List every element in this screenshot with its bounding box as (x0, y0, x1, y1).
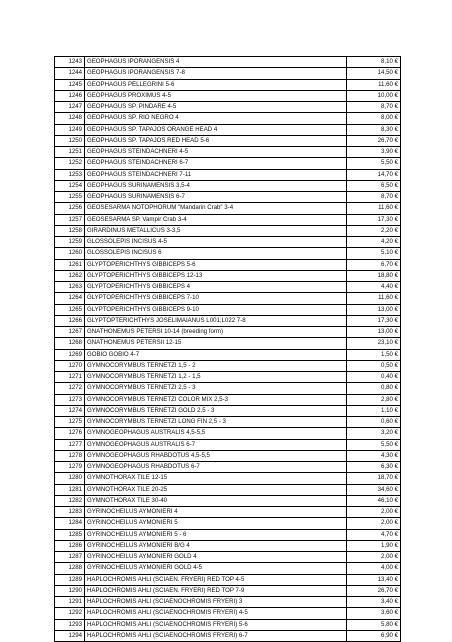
item-number-cell: 1267 (55, 327, 85, 338)
item-name-cell: GYRINOCHEILUS AYMONIERI GOLD 4 (85, 552, 347, 563)
item-price-cell: 2,00 € (347, 552, 401, 563)
item-price-cell: 8,30 € (347, 124, 401, 135)
item-name-cell: HAPLOCHROMIS AHLI (SCIAEN. FRYERI) RED TOP 4-5 (85, 574, 347, 585)
table-row (55, 462, 401, 473)
table-row (55, 574, 401, 585)
item-number-cell: 1263 (55, 282, 85, 293)
item-name-cell: GYMNOGEOPHAGUS RHABDOTUS 6-7 (85, 462, 347, 473)
item-price-cell: 13,40 € (347, 574, 401, 585)
table-row (55, 450, 401, 461)
item-name-cell: GYRINOCHEILUS AYMONIERI 5 (85, 518, 347, 529)
item-name-cell: GYMNOGEOPHAGUS AUSTRALIS 6-7 (85, 439, 347, 450)
item-number-cell: 1255 (55, 192, 85, 203)
item-name-cell: HAPLOCHROMIS AHLI (SCIAENOCHROMIS FRYERI) 4-5 (85, 608, 347, 619)
item-name-cell: GYRINOCHEILUS AYMONIERI 5 - 6 (85, 529, 347, 540)
item-price-cell: 13,00 € (347, 304, 401, 315)
item-name-cell: GIRARDINUS METALLICUS 3-3,5 (85, 225, 347, 236)
item-number-cell: 1264 (55, 293, 85, 304)
item-name-cell: GYMNOCORYMBUS TERNETZI 2,5 - 3 (85, 383, 347, 394)
item-name-cell: GEOPHAGUS PELLEGRINI 5-6 (85, 79, 347, 90)
item-name-cell: GEOPHAGUS SP. RIO NEGRO 4 (85, 113, 347, 124)
item-name-cell: GYMNOGEOPHAGUS AUSTRALIS 4,5-5,5 (85, 428, 347, 439)
table-row (55, 135, 401, 146)
item-price-cell: 10,00 € (347, 90, 401, 101)
item-price-cell: 4,00 € (347, 563, 401, 574)
table-row (55, 158, 401, 169)
item-name-cell: GEOSESARMA SP. Vampir Crab 3-4 (85, 214, 347, 225)
table-row (55, 529, 401, 540)
table-row (55, 259, 401, 270)
item-name-cell: GLYPTOPERICHTHYS GIBBICEPS 9-10 (85, 304, 347, 315)
table-row (55, 124, 401, 135)
item-price-cell: 11,60 € (347, 293, 401, 304)
item-number-cell: 1257 (55, 214, 85, 225)
item-number-cell: 1287 (55, 552, 85, 563)
table-row (55, 147, 401, 158)
item-number-cell: 1291 (55, 597, 85, 608)
item-price-cell: 18,70 € (347, 473, 401, 484)
table-row (55, 619, 401, 630)
item-price-cell: 2,00 € (347, 507, 401, 518)
item-name-cell: GOBIO GOBIO 4-7 (85, 349, 347, 360)
table-row (55, 585, 401, 596)
table-row (55, 428, 401, 439)
table-row (55, 270, 401, 281)
table-row (55, 327, 401, 338)
item-price-cell: 4,30 € (347, 450, 401, 461)
item-name-cell: GYMNOTHORAX TILE 30-40 (85, 495, 347, 506)
item-price-cell: 13,00 € (347, 327, 401, 338)
item-name-cell: GLYPTOPERICHTHYS GIBBICEPS 5-6 (85, 259, 347, 270)
table-row (55, 180, 401, 191)
item-number-cell: 1278 (55, 450, 85, 461)
item-number-cell: 1256 (55, 203, 85, 214)
item-price-cell: 5,50 € (347, 158, 401, 169)
item-price-cell: 2,00 € (347, 518, 401, 529)
table-row (55, 473, 401, 484)
table-row (55, 417, 401, 428)
table-row (55, 338, 401, 349)
item-name-cell: GYMNOCORYMBUS TERNETZI LONG FIN 2,5 - 3 (85, 417, 347, 428)
item-number-cell: 1243 (55, 57, 85, 68)
item-name-cell: GLYPTOPERICHTHYS GIBBICEPS 12-13 (85, 270, 347, 281)
item-price-cell: 1,50 € (347, 349, 401, 360)
item-number-cell: 1245 (55, 79, 85, 90)
item-name-cell: GEOPHAGUS IPORANGENSIS 7-8 (85, 68, 347, 79)
item-number-cell: 1248 (55, 113, 85, 124)
table-row (55, 484, 401, 495)
item-name-cell: HAPLOCHROMIS AHLI (SCIAENOCHROMIS FRYERI) 6-7 (85, 630, 347, 641)
item-name-cell: GEOSESARMA NOTOPHORUM "Mandarin Crab" 3-4 (85, 203, 347, 214)
table-row (55, 293, 401, 304)
item-number-cell: 1244 (55, 68, 85, 79)
item-name-cell: GEOPHAGUS STEINDACHNERI 7-11 (85, 169, 347, 180)
item-number-cell: 1247 (55, 102, 85, 113)
item-price-cell: 3,20 € (347, 428, 401, 439)
item-price-cell: 46,10 € (347, 495, 401, 506)
item-number-cell: 1260 (55, 248, 85, 259)
item-number-cell: 1272 (55, 383, 85, 394)
item-price-cell: 3,40 € (347, 597, 401, 608)
item-price-cell: 17,30 € (347, 315, 401, 326)
item-price-cell: 6,90 € (347, 630, 401, 641)
item-price-cell: 1,90 € (347, 540, 401, 551)
item-price-cell: 8,10 € (347, 57, 401, 68)
item-number-cell: 1271 (55, 372, 85, 383)
table-row (55, 282, 401, 293)
table-row (55, 57, 401, 68)
item-number-cell: 1279 (55, 462, 85, 473)
item-number-cell: 1268 (55, 338, 85, 349)
item-number-cell: 1274 (55, 405, 85, 416)
item-name-cell: GYMNOCORYMBUS TERNETZI 1,2 - 1,5 (85, 372, 347, 383)
item-name-cell: GLOSSOLEPIS INCISUS 6 (85, 248, 347, 259)
table-row (55, 237, 401, 248)
item-number-cell: 1269 (55, 349, 85, 360)
price-list-body (55, 57, 401, 642)
item-price-cell: 11,60 € (347, 79, 401, 90)
table-row (55, 597, 401, 608)
item-name-cell: HAPLOCHROMIS AHLI (SCIAENOCHROMIS FRYERI) 3 (85, 597, 347, 608)
item-name-cell: GLOSSOLEPIS INCISUS 4-5 (85, 237, 347, 248)
item-name-cell: GEOPHAGUS STEINDACHNERI 4-5 (85, 147, 347, 158)
item-name-cell: GYRINOCHEILUS AYMONIERI 4 (85, 507, 347, 518)
item-price-cell: 17,30 € (347, 214, 401, 225)
item-name-cell: GYRINOCHEILUS AYMONIERI GOLD 4-5 (85, 563, 347, 574)
table-row (55, 304, 401, 315)
item-price-cell: 5,10 € (347, 248, 401, 259)
item-name-cell: GYMNOCORYMBUS TERNETZI GOLD 2,5 - 3 (85, 405, 347, 416)
item-name-cell: GEOPHAGUS SP. TAPAJOS ORANGE HEAD 4 (85, 124, 347, 135)
table-row (55, 102, 401, 113)
item-number-cell: 1285 (55, 529, 85, 540)
item-price-cell: 6,30 € (347, 462, 401, 473)
item-price-cell: 34,60 € (347, 484, 401, 495)
item-number-cell: 1277 (55, 439, 85, 450)
item-number-cell: 1282 (55, 495, 85, 506)
item-name-cell: GLYPTOPERICHTHYS GIBBICEPS 4 (85, 282, 347, 293)
table-row (55, 405, 401, 416)
item-name-cell: GYMNOTHORAX TILE 12-15 (85, 473, 347, 484)
item-number-cell: 1270 (55, 360, 85, 371)
item-price-cell: 14,70 € (347, 169, 401, 180)
item-price-cell: 2,80 € (347, 394, 401, 405)
table-row (55, 439, 401, 450)
table-row (55, 79, 401, 90)
table-row (55, 169, 401, 180)
item-number-cell: 1292 (55, 608, 85, 619)
table-row (55, 349, 401, 360)
table-row (55, 552, 401, 563)
item-price-cell: 0,50 € (347, 360, 401, 371)
item-number-cell: 1288 (55, 563, 85, 574)
price-list-table (54, 56, 401, 642)
item-name-cell: GEOPHAGUS SURINAMENSIS 6-7 (85, 192, 347, 203)
item-name-cell: GEOPHAGUS SP. PINDARE 4-5 (85, 102, 347, 113)
item-number-cell: 1258 (55, 225, 85, 236)
item-number-cell: 1290 (55, 585, 85, 596)
table-row (55, 540, 401, 551)
item-name-cell: GNATHONEMUS PETERSI 10-14 (breeding form) (85, 327, 347, 338)
item-number-cell: 1281 (55, 484, 85, 495)
item-number-cell: 1254 (55, 180, 85, 191)
item-price-cell: 3,90 € (347, 147, 401, 158)
item-name-cell: GNATHONEMUS PETERSII 12-15 (85, 338, 347, 349)
item-price-cell: 18,80 € (347, 270, 401, 281)
item-number-cell: 1284 (55, 518, 85, 529)
item-price-cell: 0,40 € (347, 372, 401, 383)
item-price-cell: 8,00 € (347, 113, 401, 124)
item-number-cell: 1276 (55, 428, 85, 439)
table-row (55, 113, 401, 124)
item-name-cell: HAPLOCHROMIS AHLI (SCIAEN. FRYERI) RED TOP 7-9 (85, 585, 347, 596)
item-number-cell: 1280 (55, 473, 85, 484)
item-price-cell: 8,70 € (347, 102, 401, 113)
item-price-cell: 6,50 € (347, 180, 401, 191)
item-price-cell: 1,10 € (347, 405, 401, 416)
item-name-cell: GEOPHAGUS PROXIMUS 4-5 (85, 90, 347, 101)
table-row (55, 372, 401, 383)
table-row (55, 383, 401, 394)
item-number-cell: 1286 (55, 540, 85, 551)
item-price-cell: 2,20 € (347, 225, 401, 236)
item-name-cell: GEOPHAGUS SURINAMENSIS 3,5-4 (85, 180, 347, 191)
item-price-cell: 14,50 € (347, 68, 401, 79)
table-row (55, 518, 401, 529)
item-name-cell: GYMNOTHORAX TILE 20-25 (85, 484, 347, 495)
table-row (55, 225, 401, 236)
item-name-cell: GYMNOGEOPHAGUS RHABDOTUS 4,5-5,5 (85, 450, 347, 461)
item-price-cell: 23,10 € (347, 338, 401, 349)
item-price-cell: 26,70 € (347, 585, 401, 596)
item-price-cell: 0,60 € (347, 417, 401, 428)
item-price-cell: 4,40 € (347, 282, 401, 293)
item-number-cell: 1265 (55, 304, 85, 315)
item-number-cell: 1275 (55, 417, 85, 428)
item-name-cell: HAPLOCHROMIS AHLI (SCIAENOCHROMIS FRYERI) 5-6 (85, 619, 347, 630)
item-name-cell: GEOPHAGUS IPORANGENSIS 4 (85, 57, 347, 68)
table-row (55, 563, 401, 574)
table-row (55, 608, 401, 619)
item-price-cell: 5,80 € (347, 619, 401, 630)
item-number-cell: 1246 (55, 90, 85, 101)
table-row (55, 315, 401, 326)
table-row (55, 495, 401, 506)
table-row (55, 192, 401, 203)
item-number-cell: 1293 (55, 619, 85, 630)
item-name-cell: GYMNOCORYMBUS TERNETZI 1,5 - 2 (85, 360, 347, 371)
item-price-cell: 8,70 € (347, 192, 401, 203)
item-name-cell: GYMNOCORYMBUS TERNETZI COLOR MIX 2,5-3 (85, 394, 347, 405)
table-row (55, 394, 401, 405)
item-name-cell: GYRINOCHEILUS AYMONIERI B/G 4 (85, 540, 347, 551)
item-number-cell: 1249 (55, 124, 85, 135)
table-row (55, 248, 401, 259)
table-row (55, 360, 401, 371)
item-number-cell: 1294 (55, 630, 85, 641)
item-number-cell: 1289 (55, 574, 85, 585)
item-number-cell: 1262 (55, 270, 85, 281)
table-row (55, 203, 401, 214)
item-price-cell: 6,70 € (347, 259, 401, 270)
item-price-cell: 4,20 € (347, 237, 401, 248)
item-number-cell: 1261 (55, 259, 85, 270)
item-number-cell: 1259 (55, 237, 85, 248)
item-name-cell: GLYPTOPTERICHTHYS JOSELIMAIANUS L001;L022 7-8 (85, 315, 347, 326)
item-name-cell: GEOPHAGUS SP. TAPAJOS RED HEAD 5-6 (85, 135, 347, 146)
item-number-cell: 1252 (55, 158, 85, 169)
item-number-cell: 1266 (55, 315, 85, 326)
item-price-cell: 0,80 € (347, 383, 401, 394)
item-price-cell: 3,60 € (347, 608, 401, 619)
item-price-cell: 4,70 € (347, 529, 401, 540)
item-price-cell: 5,50 € (347, 439, 401, 450)
item-price-cell: 11,60 € (347, 203, 401, 214)
table-row (55, 214, 401, 225)
table-row (55, 90, 401, 101)
table-row (55, 507, 401, 518)
item-name-cell: GLYPTOPERICHTHYS GIBBICEPS 7-10 (85, 293, 347, 304)
item-number-cell: 1251 (55, 147, 85, 158)
item-number-cell: 1253 (55, 169, 85, 180)
item-name-cell: GEOPHAGUS STEINDACHNERI 6-7 (85, 158, 347, 169)
item-number-cell: 1283 (55, 507, 85, 518)
item-price-cell: 26,70 € (347, 135, 401, 146)
item-number-cell: 1273 (55, 394, 85, 405)
item-number-cell: 1250 (55, 135, 85, 146)
table-row (55, 68, 401, 79)
